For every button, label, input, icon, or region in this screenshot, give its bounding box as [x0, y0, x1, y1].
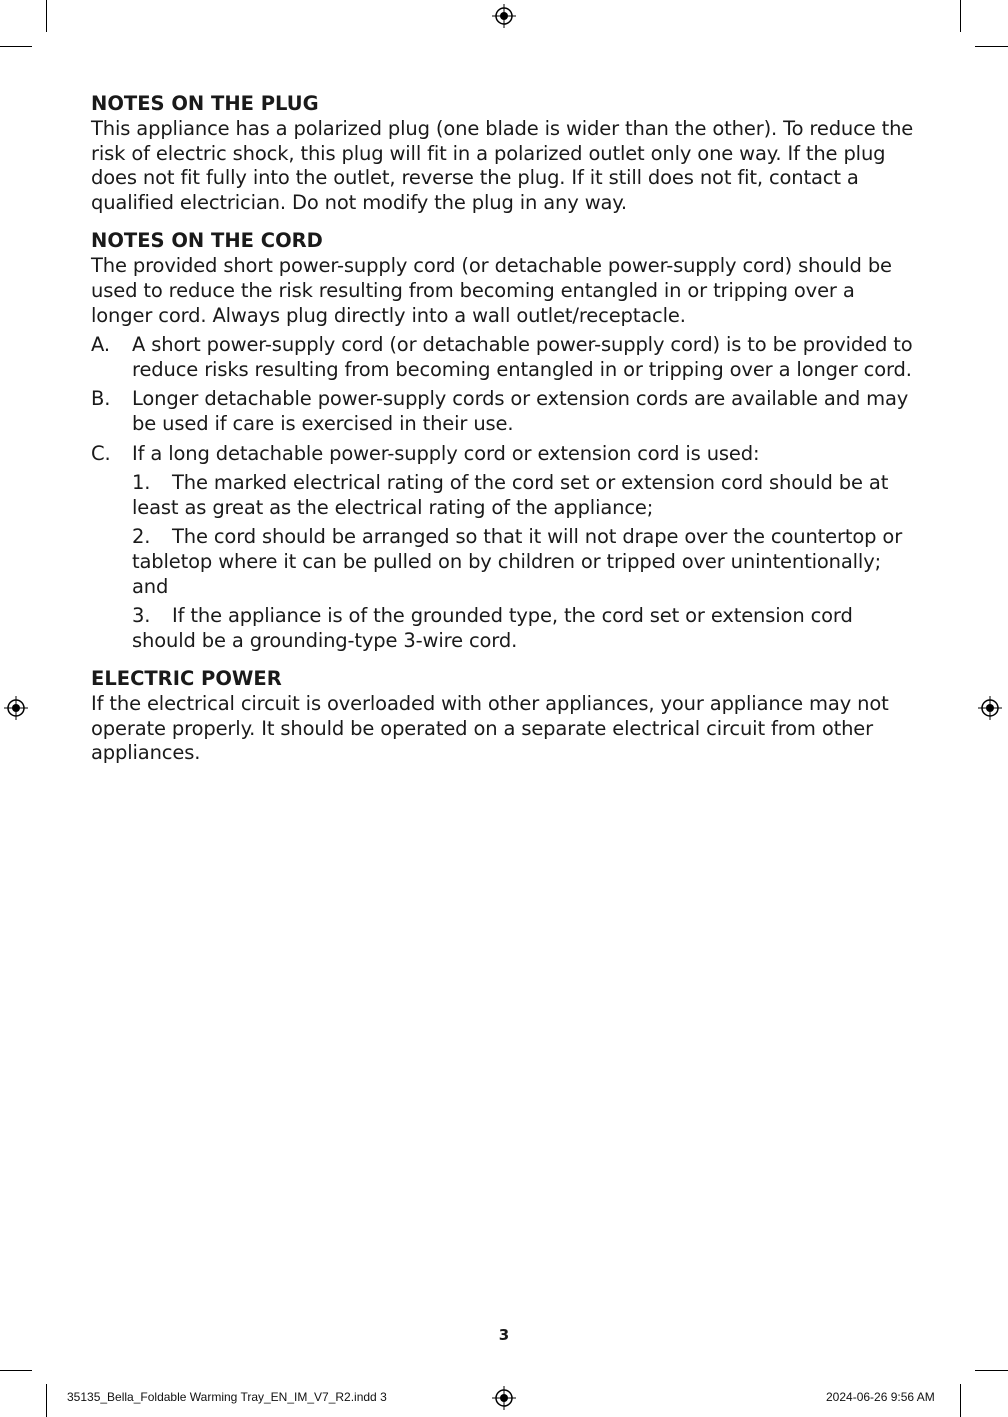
registration-mark-right-icon — [978, 696, 1002, 720]
section-electric-power — [91, 666, 921, 766]
crop-mark-bottom-left-horizontal — [0, 1370, 32, 1371]
list-item-text: A short power-supply cord (or detachable power-supply cord) is to be provided to reduce risks resulting from becoming entangled in or tripping over a longer cord. — [132, 333, 913, 381]
sub-list-item-text: If the appliance is of the grounded type, the cord set or extension cord should be a grounding-type 3-wire cord. — [132, 604, 853, 652]
list-marker: C. — [91, 441, 111, 465]
sub-list-item-text: The cord should be arranged so that it will not drape over the countertop or tabletop where it can be pulled on by children or tripped over unintentionally; and — [132, 525, 903, 598]
section-heading: ELECTRIC POWER — [91, 667, 282, 691]
crop-mark-bottom-right-horizontal — [975, 1370, 1008, 1371]
crop-mark-top-left-horizontal — [0, 46, 32, 47]
sub-list-number: 3. — [132, 604, 151, 628]
section-notes-on-cord — [91, 228, 921, 653]
section-paragraph: If the electrical circuit is overloaded with other appliances, your appliance may not operate properly. It should be operated on a separate electrical circuit from other appliances. — [91, 692, 889, 765]
registration-mark-bottom-icon — [492, 1386, 516, 1410]
registration-mark-left-icon — [4, 696, 28, 720]
page-number: 3 — [498, 1326, 510, 1344]
sub-list-number: 2. — [132, 525, 151, 549]
section-heading: NOTES ON THE PLUG — [91, 92, 319, 115]
sub-list-number: 1. — [132, 471, 151, 495]
document-content — [91, 91, 921, 779]
list-item — [91, 387, 921, 436]
sub-list-item — [132, 604, 921, 653]
slug-datetime: 2024-06-26 9:56 AM — [826, 1390, 935, 1404]
registration-mark-top-icon — [492, 4, 516, 28]
list-marker: A. — [91, 333, 110, 357]
sub-list-item — [132, 525, 921, 599]
crop-mark-top-right-vertical — [960, 0, 961, 32]
crop-mark-top-left-vertical — [46, 0, 47, 32]
section-paragraph: The provided short power-supply cord (or detachable power-supply cord) should be used to reduce the risk resulting from becoming entangled in or tripping over a longer cord. Always plug directly into a wall outlet/receptacle. — [91, 254, 892, 327]
section-paragraph: This appliance has a polarized plug (one blade is wider than the other). To reduce the risk of electric shock, this plug will fit in a polarized outlet only one way. If the plug does not fit fully into the outlet, reverse the plug. If it still does not fit, contact a qualified electrician. Do not modify the plug in any way. — [91, 117, 914, 214]
crop-mark-bottom-left-vertical — [46, 1384, 47, 1417]
section-notes-on-plug — [91, 91, 921, 215]
crop-mark-bottom-right-vertical — [960, 1384, 961, 1417]
sub-list-item — [132, 471, 921, 520]
list-item-text: Longer detachable power-supply cords or extension cords are available and may be used if care is exercised in their use. — [132, 387, 909, 435]
slug-filename: 35135_Bella_Foldable Warming Tray_EN_IM_V7_R2.indd 3 — [67, 1390, 387, 1404]
list-item-text: If a long detachable power-supply cord or extension cord is used: — [132, 441, 760, 465]
list-item — [91, 442, 921, 467]
list-item — [91, 333, 921, 382]
list-marker: B. — [91, 387, 111, 411]
crop-mark-top-right-horizontal — [975, 46, 1008, 47]
sub-list-item-text: The marked electrical rating of the cord set or extension cord should be at least as great as the electrical rating of the appliance; — [132, 471, 889, 519]
section-heading: NOTES ON THE CORD — [91, 229, 323, 253]
